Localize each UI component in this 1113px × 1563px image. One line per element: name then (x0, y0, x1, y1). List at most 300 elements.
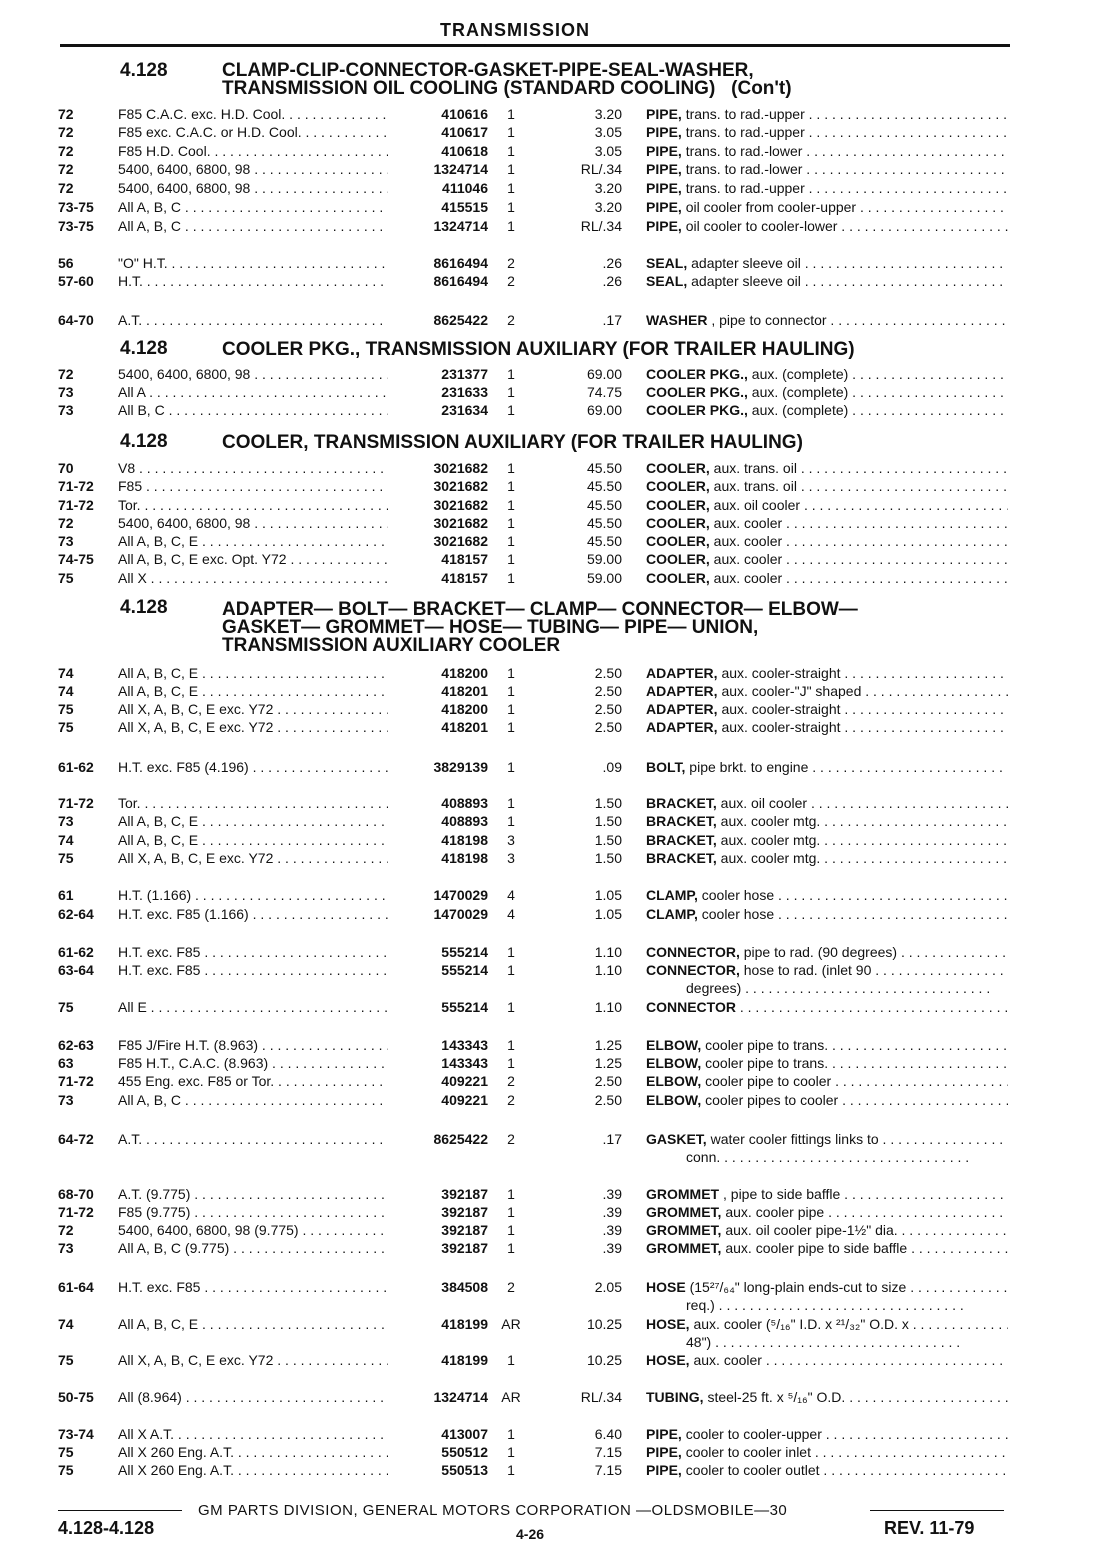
price: .17 (602, 1131, 622, 1147)
quantity: 1 (507, 701, 515, 717)
price: 45.50 (586, 533, 622, 549)
part-description (646, 497, 1008, 513)
part-detail: aux. cooler (713, 570, 783, 586)
part-description (646, 665, 1008, 681)
part-number: 415515 (441, 199, 488, 215)
section-title: COOLER, TRANSMISSION AUXILIARY (FOR TRAILER HAULING) (222, 432, 803, 453)
part-name: PIPE, (646, 106, 682, 122)
part-number: 384508 (441, 1279, 488, 1295)
part-detail: cooler pipe to trans. (705, 1055, 829, 1071)
model-year: 73 (58, 1240, 74, 1256)
quantity: 1 (507, 1444, 515, 1460)
part-description (646, 1279, 1008, 1295)
part-number: 413007 (441, 1426, 488, 1442)
footer-page-number: 4-26 (516, 1526, 545, 1542)
part-name: CONNECTOR (646, 999, 736, 1015)
table-row (0, 1352, 1113, 1370)
model-year: 75 (58, 1444, 74, 1460)
quantity: 1 (507, 795, 515, 811)
part-detail: aux. cooler pipe (725, 1204, 825, 1220)
part-number: 231633 (441, 384, 488, 400)
part-detail: hose to rad. (inlet 90 (743, 962, 872, 978)
part-description (646, 180, 1008, 196)
part-name: COOLER, (646, 551, 710, 567)
part-number: 143343 (441, 1055, 488, 1071)
part-description (646, 533, 1008, 549)
table-row (0, 759, 1113, 777)
table-row (0, 1131, 1113, 1149)
model-year: 72 (58, 124, 74, 140)
part-description (646, 832, 1008, 848)
part-number: 418199 (441, 1316, 488, 1332)
part-name: SEAL, (646, 255, 688, 271)
section-title-line: TRANSMISSION OIL COOLING (STANDARD COOLING) (Con't) (222, 78, 792, 99)
part-number: 1324714 (433, 218, 488, 234)
part-description (646, 1204, 1008, 1220)
section-number: 4.128 (120, 597, 168, 618)
part-detail: trans. to rad.-upper (685, 106, 805, 122)
price: 6.40 (594, 1426, 622, 1442)
application: All X 260 Eng. A.T. . . . (118, 1444, 388, 1460)
application: H.T. exc. F85 (1.166) . . . (118, 906, 388, 922)
model-year: 72 (58, 161, 74, 177)
part-detail: pipe to rad. (90 degrees) (743, 944, 898, 960)
table-row (0, 719, 1113, 737)
part-detail: aux. cooler pipe to side baffle (725, 1240, 908, 1256)
continued-label: (Con't) (731, 78, 792, 99)
part-description (646, 1389, 1008, 1405)
quantity: 1 (507, 551, 515, 567)
table-row (0, 124, 1113, 142)
quantity: 1 (507, 1186, 515, 1202)
model-year: 74-75 (58, 551, 94, 567)
model-year: 72 (58, 515, 74, 531)
quantity: 1 (507, 1204, 515, 1220)
quantity: 3 (507, 850, 515, 866)
quantity: 1 (507, 161, 515, 177)
price: RL/.34 (580, 1389, 622, 1405)
table-row (0, 1073, 1113, 1091)
table-row (0, 366, 1113, 384)
part-detail: aux. cooler (⁵/₁₆" I.D. x ²¹/₃₂" O.D. x (693, 1316, 909, 1332)
part-name: SEAL, (646, 273, 688, 289)
application: H.T. exc. F85 . . . (118, 962, 388, 978)
table-row (0, 1222, 1113, 1240)
part-number: 3021682 (433, 460, 488, 476)
quantity: 2 (507, 255, 515, 271)
model-year: 61-62 (58, 759, 94, 775)
part-description (646, 813, 1008, 829)
part-number: 418200 (441, 701, 488, 717)
part-name: CONNECTOR, (646, 962, 740, 978)
part-description (646, 384, 1008, 400)
table-row (0, 551, 1113, 569)
part-description (646, 1037, 1008, 1053)
part-name: PIPE, (646, 1426, 682, 1442)
part-name: GROMMET (646, 1186, 720, 1202)
part-description (646, 124, 1008, 140)
application: 5400, 6400, 6800, 98 . . . (118, 515, 388, 531)
part-description (646, 1426, 1008, 1442)
model-year: 73 (58, 1092, 74, 1108)
model-year: 71-72 (58, 497, 94, 513)
part-name: GROMMET, (646, 1222, 722, 1238)
price: .39 (602, 1222, 622, 1238)
footer-revision: REV. 11-79 (884, 1518, 975, 1538)
part-number: 8625422 (433, 312, 488, 328)
part-detail: aux. cooler (713, 551, 783, 567)
part-number: 410617 (441, 124, 488, 140)
header-rule (60, 44, 1010, 47)
price: 45.50 (586, 515, 622, 531)
quantity: 1 (507, 180, 515, 196)
price: 1.05 (594, 887, 622, 903)
part-description (646, 460, 1008, 476)
section-number: 4.128 (120, 431, 168, 452)
application: All A, B, C, E . . . (118, 665, 388, 681)
part-description-continued: 48") . . . (686, 1334, 1008, 1350)
price: 3.05 (594, 143, 622, 159)
price: 2.50 (594, 701, 622, 717)
price: 1.50 (594, 813, 622, 829)
part-name: COOLER, (646, 478, 710, 494)
part-number: 1324714 (433, 1389, 488, 1405)
table-row (0, 1055, 1113, 1073)
model-year: 73 (58, 384, 74, 400)
part-number: 392187 (441, 1222, 488, 1238)
quantity: 2 (507, 1131, 515, 1147)
part-name: CONNECTOR, (646, 944, 740, 960)
model-year: 72 (58, 106, 74, 122)
section-title-line: TRANSMISSION AUXILIARY COOLER (222, 635, 561, 656)
price: 3.20 (594, 106, 622, 122)
part-number: 3021682 (433, 478, 488, 494)
model-year: 71-72 (58, 795, 94, 811)
part-description (646, 701, 1008, 717)
table-row (0, 906, 1113, 924)
part-number: 550513 (441, 1462, 488, 1478)
section-title-line: GASKET— GROMMET— HOSE— TUBING— PIPE— UNION, (222, 617, 759, 638)
part-number: 8625422 (433, 1131, 488, 1147)
part-name: BRACKET, (646, 795, 717, 811)
model-year: 73-75 (58, 199, 94, 215)
part-detail: aux. cooler mtg. (720, 850, 821, 866)
table-row (0, 478, 1113, 496)
table-row (0, 850, 1113, 868)
part-name: PIPE, (646, 180, 682, 196)
part-detail: , pipe to connector (711, 312, 827, 328)
part-detail: aux. (complete) (751, 366, 849, 382)
part-description (646, 1073, 1008, 1089)
quantity: AR (501, 1316, 521, 1332)
part-description (646, 478, 1008, 494)
part-description (646, 143, 1008, 159)
application: All X 260 Eng. A.T. . . . (118, 1462, 388, 1478)
application: H.T. exc. F85 . . . (118, 944, 388, 960)
price: 2.50 (594, 665, 622, 681)
price: 7.15 (594, 1444, 622, 1460)
application: All B, C . . . (118, 402, 388, 418)
table-row (0, 1426, 1113, 1444)
part-number: 231634 (441, 402, 488, 418)
model-year: 71-72 (58, 1073, 94, 1089)
price: 2.50 (594, 683, 622, 699)
part-name: ELBOW, (646, 1092, 702, 1108)
model-year: 56 (58, 255, 74, 271)
part-description (646, 366, 1008, 382)
quantity: 1 (507, 460, 515, 476)
part-description-continued: req.) . . . (686, 1297, 1008, 1313)
application: F85 exc. C.A.C. or H.D. Cool. . . . (118, 124, 388, 140)
quantity: 1 (507, 1055, 515, 1071)
part-detail: aux. trans. oil (713, 478, 797, 494)
price: 1.50 (594, 795, 622, 811)
application: All A, B, C, E . . . (118, 683, 388, 699)
part-detail: cooler hose (701, 906, 775, 922)
part-name: ELBOW, (646, 1037, 702, 1053)
application: F85 C.A.C. exc. H.D. Cool. . . . (118, 106, 388, 122)
part-description (646, 1240, 1008, 1256)
application: Tor. . . . (118, 497, 388, 513)
application: All X, A, B, C, E exc. Y72 . . . (118, 1352, 388, 1368)
part-name: ELBOW, (646, 1055, 702, 1071)
application: A.T. . . . (118, 1131, 388, 1147)
part-detail: aux. cooler-straight (721, 701, 841, 717)
model-year: 62-64 (58, 906, 94, 922)
part-detail: aux. (complete) (751, 402, 849, 418)
quantity: 1 (507, 1426, 515, 1442)
quantity: 1 (507, 1037, 515, 1053)
application: 5400, 6400, 6800, 98 . . . (118, 366, 388, 382)
price: 1.25 (594, 1037, 622, 1053)
part-number: 410618 (441, 143, 488, 159)
part-number: 392187 (441, 1186, 488, 1202)
price: 1.10 (594, 999, 622, 1015)
model-year: 72 (58, 143, 74, 159)
part-number: 411046 (442, 180, 488, 196)
part-name: COOLER, (646, 533, 710, 549)
model-year: 74 (58, 665, 74, 681)
part-detail: trans. to rad.-upper (685, 124, 805, 140)
table-row (0, 515, 1113, 533)
part-detail: aux. cooler-straight (721, 665, 841, 681)
model-year: 62-63 (58, 1037, 94, 1053)
part-description (646, 515, 1008, 531)
application: H.T. . . . (118, 273, 388, 289)
quantity: 2 (507, 1073, 515, 1089)
part-description (646, 161, 1008, 177)
quantity: 1 (507, 1222, 515, 1238)
part-name: COOLER, (646, 460, 710, 476)
quantity: 2 (507, 273, 515, 289)
section-title (222, 601, 858, 655)
model-year: 72 (58, 180, 74, 196)
table-row (0, 143, 1113, 161)
part-description (646, 906, 1008, 922)
table-row (0, 1462, 1113, 1480)
price: 45.50 (586, 478, 622, 494)
model-year: 75 (58, 719, 74, 735)
part-description (646, 962, 1008, 978)
quantity: 1 (507, 402, 515, 418)
table-row (0, 795, 1113, 813)
part-description (646, 1055, 1008, 1071)
table-row (0, 813, 1113, 831)
price: 1.05 (594, 906, 622, 922)
table-row (0, 1389, 1113, 1407)
application: All X . . . (118, 570, 388, 586)
part-detail: adapter sleeve oil (691, 273, 801, 289)
section-number: 4.128 (120, 338, 168, 359)
quantity: AR (501, 1389, 521, 1405)
price: .39 (602, 1240, 622, 1256)
price: 45.50 (586, 497, 622, 513)
model-year: 64-72 (58, 1131, 94, 1147)
model-year: 61 (58, 887, 74, 903)
part-detail: aux. cooler mtg. (720, 832, 821, 848)
part-description (646, 719, 1008, 735)
part-number: 418201 (441, 719, 488, 735)
part-description (646, 106, 1008, 122)
part-number: 392187 (441, 1204, 488, 1220)
part-description (646, 551, 1008, 567)
part-detail: cooler to cooler outlet (685, 1462, 820, 1478)
application: All A, B, C (9.775) . . . (118, 1240, 388, 1256)
part-name: BRACKET, (646, 813, 717, 829)
application: All A, B, C . . . (118, 199, 388, 215)
part-name: GROMMET, (646, 1240, 722, 1256)
part-description (646, 570, 1008, 586)
quantity: 1 (507, 533, 515, 549)
part-name: BOLT, (646, 759, 686, 775)
part-name: PIPE, (646, 1462, 682, 1478)
part-detail: pipe brkt. to engine (689, 759, 809, 775)
part-detail: cooler hose (701, 887, 775, 903)
price: 69.00 (586, 402, 622, 418)
part-name: PIPE, (646, 124, 682, 140)
quantity: 1 (507, 478, 515, 494)
part-description (646, 402, 1008, 418)
footer-rule (870, 1510, 1004, 1511)
part-name: COOLER PKG., (646, 402, 748, 418)
part-detail: steel-25 ft. x ⁵/₁₆" O.D. (707, 1389, 846, 1405)
quantity: 1 (507, 218, 515, 234)
model-year: 73-74 (58, 1426, 94, 1442)
table-row (0, 273, 1113, 291)
quantity: 1 (507, 719, 515, 735)
part-detail: cooler pipe to trans. (705, 1037, 829, 1053)
part-name: COOLER, (646, 515, 710, 531)
quantity: 4 (507, 887, 515, 903)
part-number: 1324714 (433, 161, 488, 177)
part-number: 555214 (441, 999, 488, 1015)
part-number: 555214 (441, 944, 488, 960)
table-row (0, 199, 1113, 217)
table-row (0, 1279, 1113, 1297)
quantity: 1 (507, 106, 515, 122)
quantity: 1 (507, 759, 515, 775)
price: 3.20 (594, 180, 622, 196)
part-name: CLAMP, (646, 906, 698, 922)
application: "O" H.T. . . . (118, 255, 388, 271)
part-description (646, 199, 1008, 215)
part-name: PIPE, (646, 218, 682, 234)
table-row (0, 683, 1113, 701)
part-detail: oil cooler from cooler-upper (685, 199, 857, 215)
table-row (0, 533, 1113, 551)
table-row (0, 944, 1113, 962)
table-row (0, 701, 1113, 719)
application: All X, A, B, C, E exc. Y72 . . . (118, 850, 388, 866)
model-year: 72 (58, 1222, 74, 1238)
part-detail: , pipe to side baffle (723, 1186, 841, 1202)
application: Tor. . . . (118, 795, 388, 811)
part-detail: aux. oil cooler pipe-1½" dia. (725, 1222, 898, 1238)
part-number: 418157 (441, 551, 488, 567)
price: 2.05 (594, 1279, 622, 1295)
part-detail: oil cooler to cooler-lower (685, 218, 838, 234)
part-name: BRACKET, (646, 832, 717, 848)
part-description (646, 944, 1008, 960)
price: .39 (602, 1204, 622, 1220)
part-name: WASHER (646, 312, 708, 328)
model-year: 63 (58, 1055, 74, 1071)
model-year: 73 (58, 813, 74, 829)
quantity: 1 (507, 813, 515, 829)
quantity: 1 (507, 962, 515, 978)
part-detail: cooler pipes to cooler (705, 1092, 839, 1108)
table-row (0, 402, 1113, 420)
application: F85 H.T., C.A.C. (8.963) . . . (118, 1055, 388, 1071)
application: F85 H.D. Cool. . . . (118, 143, 388, 159)
part-name: TUBING, (646, 1389, 704, 1405)
quantity: 1 (507, 570, 515, 586)
price: 2.50 (594, 1073, 622, 1089)
part-description (646, 1222, 1008, 1238)
section-number: 4.128 (120, 60, 168, 81)
application: All X, A, B, C, E exc. Y72 . . . (118, 719, 388, 735)
table-row (0, 999, 1113, 1017)
quantity: 1 (507, 497, 515, 513)
model-year: 75 (58, 570, 74, 586)
price: 1.50 (594, 832, 622, 848)
model-year: 61-64 (58, 1279, 94, 1295)
model-year: 75 (58, 999, 74, 1015)
part-description (646, 255, 1008, 271)
price: 59.00 (586, 551, 622, 567)
application: A.T. (9.775) . . . (118, 1186, 388, 1202)
model-year: 75 (58, 701, 74, 717)
model-year: 73 (58, 533, 74, 549)
model-year: 70 (58, 460, 74, 476)
table-row (0, 832, 1113, 850)
part-name: HOSE, (646, 1352, 690, 1368)
model-year: 75 (58, 850, 74, 866)
part-name: HOSE, (646, 1316, 690, 1332)
price: 69.00 (586, 366, 622, 382)
part-number: 418198 (441, 832, 488, 848)
part-number: 418200 (441, 665, 488, 681)
model-year: 57-60 (58, 273, 94, 289)
part-number: 408893 (441, 813, 488, 829)
part-number: 3021682 (433, 533, 488, 549)
application: All A, B, C . . . (118, 1092, 388, 1108)
application: All E . . . (118, 999, 388, 1015)
quantity: 1 (507, 999, 515, 1015)
price: 1.50 (594, 850, 622, 866)
price: 10.25 (586, 1316, 622, 1332)
model-year: 75 (58, 1352, 74, 1368)
